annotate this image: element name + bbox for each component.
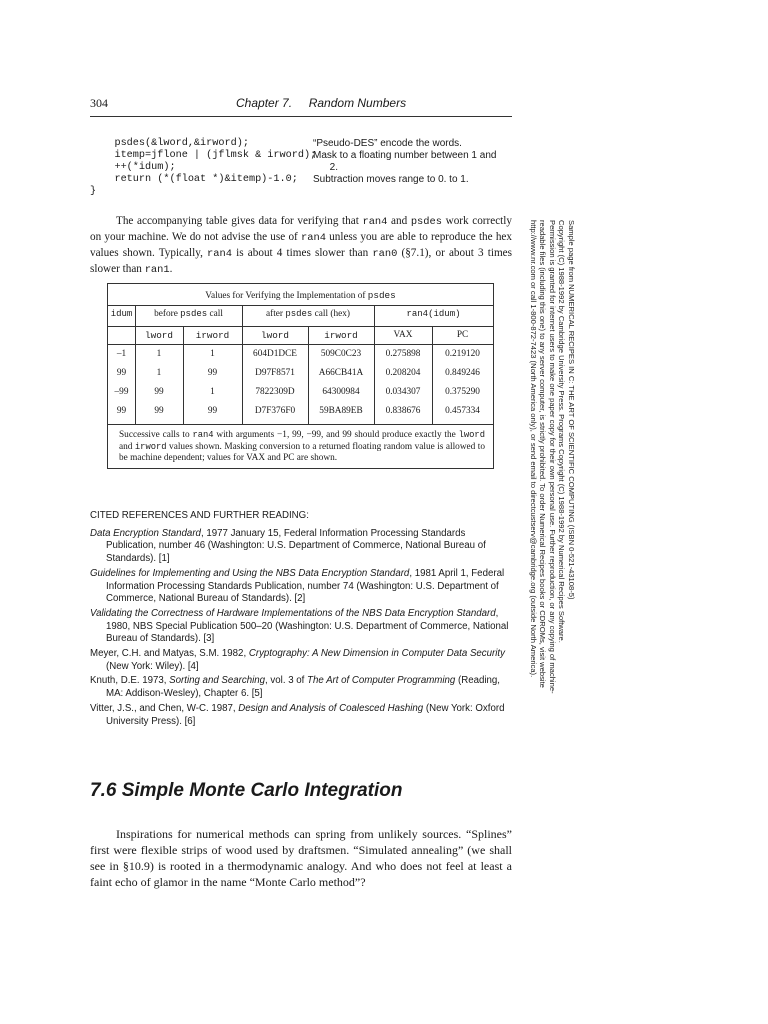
cell-irword-after: A66CB41A — [318, 368, 364, 378]
ref-text: Meyer, C.H. and Matyas, S.M. 1982, — [90, 648, 249, 660]
header-rule — [90, 116, 512, 117]
code-text: } — [90, 186, 97, 197]
table-rule — [108, 305, 493, 306]
ref-text: (New York: Wiley). [4] — [106, 660, 199, 672]
cell-vax: 0.838676 — [385, 406, 421, 416]
references-heading: CITED REFERENCES AND FURTHER READING: — [90, 510, 309, 521]
code-line — [90, 150, 520, 162]
header-code: psdes — [180, 309, 208, 319]
ref-title: Cryptography: A New Dimension in Computer Data Security — [248, 648, 505, 660]
header-text: call — [207, 309, 223, 319]
running-head — [90, 96, 512, 114]
code-text: itemp=jflone | (jflmsk & irword); — [90, 150, 317, 161]
cell-irword-after: 64300984 — [322, 387, 360, 397]
sidebar-line: http://www.nr.com or call 1-800-872-7423 (North America only), or send email to directcustserv@cambridge.org (outside North America). — [528, 220, 538, 678]
header-code: psdes — [285, 309, 313, 319]
note-text: with arguments −1, 99, −99, and 99 should produce exactly the — [213, 430, 459, 440]
header-text: after — [265, 309, 286, 319]
cell-lword-before: 99 — [154, 387, 164, 397]
cell-lword-before: 99 — [154, 406, 164, 416]
cell-irword-after: 59BA89EB — [319, 406, 363, 416]
cell-idum: 99 — [116, 406, 127, 416]
note-code: ran4 — [192, 430, 214, 440]
code-comment: 2. — [313, 162, 339, 173]
cell-pc: 0.849246 — [445, 368, 480, 378]
cell-lword-after: D7F376F0 — [254, 406, 296, 416]
ref-title: Guidelines for Implementing and Using the NBS Data Encryption Standard — [90, 567, 410, 579]
header-idum — [108, 309, 135, 319]
code-text: ++(*idum); — [90, 162, 176, 173]
note-text: and — [119, 441, 135, 452]
cell-irword-before: 1 — [210, 349, 215, 359]
code-line — [90, 138, 520, 150]
code-comment: Subtraction moves range to 0. to 1. — [313, 174, 469, 185]
code-line — [90, 162, 520, 174]
text-run: is about 4 times slower than — [232, 247, 373, 259]
code-text: return (*(float *)&itemp)-1.0; — [90, 174, 298, 185]
header-text: before — [154, 309, 181, 319]
cell-idum: –1 — [116, 349, 127, 359]
text-run: The accompanying table gives data for verifying that — [116, 215, 363, 227]
ref-title: The Art of Computer Programming — [307, 675, 456, 687]
section-paragraph: Inspirations for numerical methods can spring from unlikely sources. “Splines” first were flexible strips of wood used by draftsmen. “Simulated annealing” (we shall see in §10.9) is rooted in a thermodynamic analogy. And who does not feel at least a faint echo of glamor in the name “Monte Carlo method”? — [90, 827, 512, 889]
cell-idum: 99 — [116, 368, 127, 378]
code-text: psdes(&lword,&irword); — [90, 138, 249, 149]
code-comment: Mask to a floating number between 1 and — [313, 150, 497, 161]
cell-pc: 0.457334 — [445, 406, 480, 416]
cell-lword-after: 604D1DCE — [253, 349, 297, 359]
references — [90, 510, 512, 730]
subheader-pc: PC — [456, 330, 469, 340]
table-rule — [108, 344, 493, 345]
cell-lword-before: 1 — [156, 368, 162, 378]
cell-pc: 0.375290 — [445, 387, 480, 397]
table-note — [119, 430, 485, 465]
header-ran4 — [374, 309, 493, 319]
ref-text: (Reading, MA: Addison-Wesley), Chapter 6. [5] — [106, 675, 500, 700]
ref-title: Design and Analysis of Coalesced Hashing — [238, 702, 424, 714]
ref-text: (New York: Oxford University Press). [6] — [106, 702, 505, 727]
cell-vax: 0.275898 — [385, 349, 421, 359]
ref-title: Validating the Correctness of Hardware Implementations of the NBS Data Encryption Standard — [90, 607, 496, 619]
header-text: idum — [110, 309, 133, 319]
header-code: ran4(idum) — [406, 309, 461, 319]
note-code: lword — [458, 430, 485, 440]
chapter-title: Chapter 7. Random Numbers — [236, 96, 407, 110]
copyright-sidebar — [528, 220, 576, 780]
code-word: ran1 — [144, 264, 170, 276]
reference-item — [90, 675, 512, 700]
note-code: irword — [134, 441, 167, 452]
subheader-vax: VAX — [393, 330, 413, 340]
sidebar-line: Sample page from NUMERICAL RECIPES IN C: THE ART OF SCIENTIFIC COMPUTING (ISBN 0-521-43108-5) — [567, 220, 576, 600]
reference-item — [90, 528, 512, 566]
ref-text: Knuth, D.E. 1973, — [90, 675, 170, 687]
header-before-call — [135, 309, 242, 319]
text-run: unless you are able to reproduce the hex values shown. Typically, — [90, 231, 512, 259]
code-word: ran4 — [207, 248, 232, 260]
text-run: and — [387, 215, 411, 227]
page-number: 304 — [90, 96, 108, 110]
header-text: call (hex) — [312, 309, 351, 319]
subheader-irword: irword — [324, 330, 358, 341]
code-comment: “Pseudo-DES” encode the words. — [313, 138, 462, 149]
caption-code: psdes — [367, 290, 396, 301]
cell-irword-before: 99 — [207, 406, 218, 416]
note-text: Successive calls to — [119, 430, 193, 440]
code-word: ran4 — [300, 232, 326, 244]
subheader-lword: lword — [261, 330, 289, 341]
ref-text: , 1977 January 15, Federal Information Processing Standards Publication, number 46 (Washington: U.S. Department of Commerce, National Bureau of Standards). [1] — [106, 527, 486, 565]
subheader-lword: lword — [145, 330, 173, 341]
code-word: ran0 — [372, 248, 398, 260]
table-caption — [108, 290, 493, 301]
ref-text: , 1981 April 1, Federal Information Processing Standards Publication, number 74 (Washington: U.S. Department of Commerce, National Bureau of Standards). [2] — [106, 567, 505, 605]
cell-lword-before: 1 — [156, 349, 162, 359]
header-after-call — [242, 309, 374, 319]
code-block — [90, 138, 520, 198]
intro-paragraph — [90, 214, 512, 278]
code-word: psdes — [410, 216, 442, 228]
code-line — [90, 174, 520, 186]
cell-idum: –99 — [114, 387, 129, 397]
ref-title: Sorting and Searching — [169, 675, 266, 687]
cell-irword-after: 509C0C23 — [320, 349, 362, 359]
table-rule — [108, 424, 493, 425]
sidebar-line: Copyright (C) 1988-1992 by Cambridge University Press. Programs Copyright (C) 1988-1992 by Numerical Recipes Software. — [557, 220, 567, 643]
table-rule — [135, 326, 493, 327]
cell-pc: 0.219120 — [445, 349, 480, 359]
cell-vax: 0.208204 — [385, 368, 421, 378]
note-text: values shown. Masking conversion to a returned floating random value is allowed to be machine dependent; values for VAX and PC are shown. — [119, 441, 486, 463]
ref-text: , 1980, NBS Special Publication 500–20 (Washington: U.S. Department of Commerce, National Bureau of Standards). [3] — [106, 607, 509, 645]
reference-item — [90, 608, 512, 646]
reference-item — [90, 703, 512, 728]
code-line — [90, 186, 520, 198]
text-run: . — [169, 263, 173, 275]
ref-title: Data Encryption Standard — [90, 527, 201, 539]
code-word: ran4 — [362, 216, 388, 228]
cell-irword-before: 1 — [210, 387, 215, 397]
subheader-irword: irword — [195, 330, 230, 341]
caption-text: Values for Verifying the Implementation of — [205, 291, 368, 301]
section-heading: 7.6 Simple Monte Carlo Integration — [90, 780, 403, 801]
reference-item — [90, 568, 512, 606]
text-run: (§7.1), or about 3 times slower than — [90, 247, 512, 275]
cell-lword-after: 7822309D — [255, 387, 295, 397]
reference-item — [90, 648, 512, 673]
sidebar-line: Permission is granted for internet users to make one paper copy for their own personal use. Further reproduction, or any copying of machine- — [547, 220, 557, 694]
sidebar-line: readable files (including this one) to any server computer, is strictly prohibited. To order Numerical Recipes books or CDROMs, visit website — [538, 220, 548, 688]
cell-vax: 0.034307 — [385, 387, 421, 397]
ref-text: Vitter, J.S., and Chen, W-C. 1987, — [90, 702, 239, 714]
cell-irword-before: 99 — [207, 368, 218, 378]
cell-lword-after: D97F8571 — [255, 368, 295, 378]
verification-table — [107, 283, 494, 469]
text-run: work correctly on your machine. We do not advise the use of — [90, 215, 512, 243]
ref-text: , vol. 3 of — [265, 675, 308, 687]
